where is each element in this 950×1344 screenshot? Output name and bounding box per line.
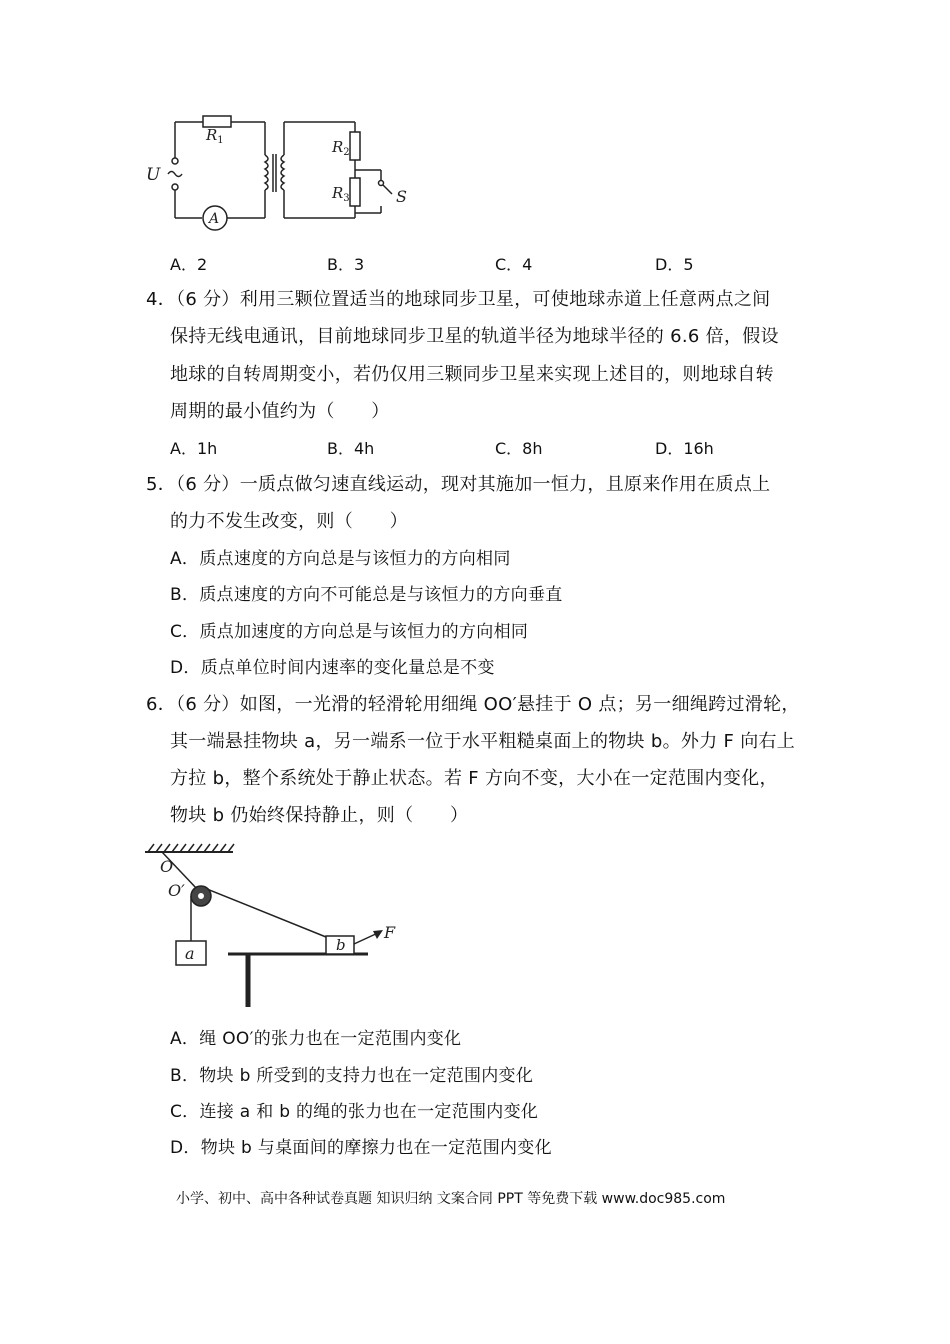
block-a-label: a	[185, 944, 195, 963]
page-footer: 小学、初中、高中各种试卷真题 知识归纳 文案合同 PPT 等免费下载 www.doc985.com	[176, 1191, 726, 1207]
q4-option-b: B．4h	[327, 439, 375, 458]
q5-option-d: D．质点单位时间内速率的变化量总是不变	[170, 658, 495, 678]
q4-option-a: A．1h	[170, 439, 218, 458]
q5-option-a: A．质点速度的方向总是与该恒力的方向相同	[170, 549, 511, 569]
q5-text-line: 5．（6 分）一质点做匀速直线运动，现对其施加一恒力，且原来作用在质点上	[146, 474, 771, 495]
r3-label: $R_3$	[332, 184, 350, 204]
circuit-diagram	[140, 110, 430, 240]
block-b-label: b	[336, 936, 346, 954]
q6-option-b: B．物块 b 所受到的支持力也在一定范围内变化	[170, 1066, 534, 1086]
voltage-label: U	[146, 165, 161, 185]
q4-text-line: 4．（6 分）利用三颗位置适当的地球同步卫星，可使地球赤道上任意两点之间	[146, 289, 771, 310]
q5-option-c: C．质点加速度的方向总是与该恒力的方向相同	[170, 622, 529, 642]
r2-label: $R_2$	[332, 138, 350, 158]
q3-option-b: B．3	[327, 255, 365, 274]
q4-text-line: 周期的最小值约为（ ）	[170, 401, 390, 422]
q6-text-line: 方拉 b，整个系统处于静止状态。若 F 方向不变，大小在一定范围内变化，	[170, 768, 778, 789]
point-o-prime-label: O′	[168, 881, 185, 900]
q4-text-line: 保持无线电通讯，目前地球同步卫星的轨道半径为地球半径的 6.6 倍，假设	[170, 326, 779, 347]
q6-option-d: D．物块 b 与桌面间的摩擦力也在一定范围内变化	[170, 1138, 552, 1158]
q4-option-c: C．8h	[495, 439, 543, 458]
r1-label: $R_1$	[206, 126, 224, 146]
q6-option-a: A．绳 OO′的张力也在一定范围内变化	[170, 1029, 462, 1049]
q6-option-c: C．连接 a 和 b 的绳的张力也在一定范围内变化	[170, 1102, 539, 1122]
q5-option-b: B．质点速度的方向不可能总是与该恒力的方向垂直	[170, 585, 563, 605]
q6-text-line: 6．（6 分）如图，一光滑的轻滑轮用细绳 OO′悬挂于 O 点；另一细绳跨过滑轮，	[146, 694, 800, 715]
q5-text-line: 的力不发生改变，则（ ）	[170, 511, 408, 532]
q4-text-line: 地球的自转周期变小，若仍仅用三颗同步卫星来实现上述目的，则地球自转	[170, 364, 774, 385]
q4-option-d: D．16h	[655, 439, 714, 458]
q3-option-c: C．4	[495, 255, 533, 274]
switch-label: S	[396, 187, 407, 206]
force-f-label: F	[384, 923, 396, 942]
q6-text-line: 其一端悬挂物块 a，另一端系一位于水平粗糙桌面上的物块 b。外力 F 向右上	[170, 731, 796, 752]
q6-text-line: 物块 b 仍始终保持静止，则（ ）	[170, 805, 469, 826]
point-o-label: O	[160, 857, 174, 876]
ammeter-label: A	[209, 211, 220, 227]
q3-option-a: A．2	[170, 255, 208, 274]
q3-option-d: D．5	[655, 255, 694, 274]
pulley-diagram	[140, 840, 410, 1015]
